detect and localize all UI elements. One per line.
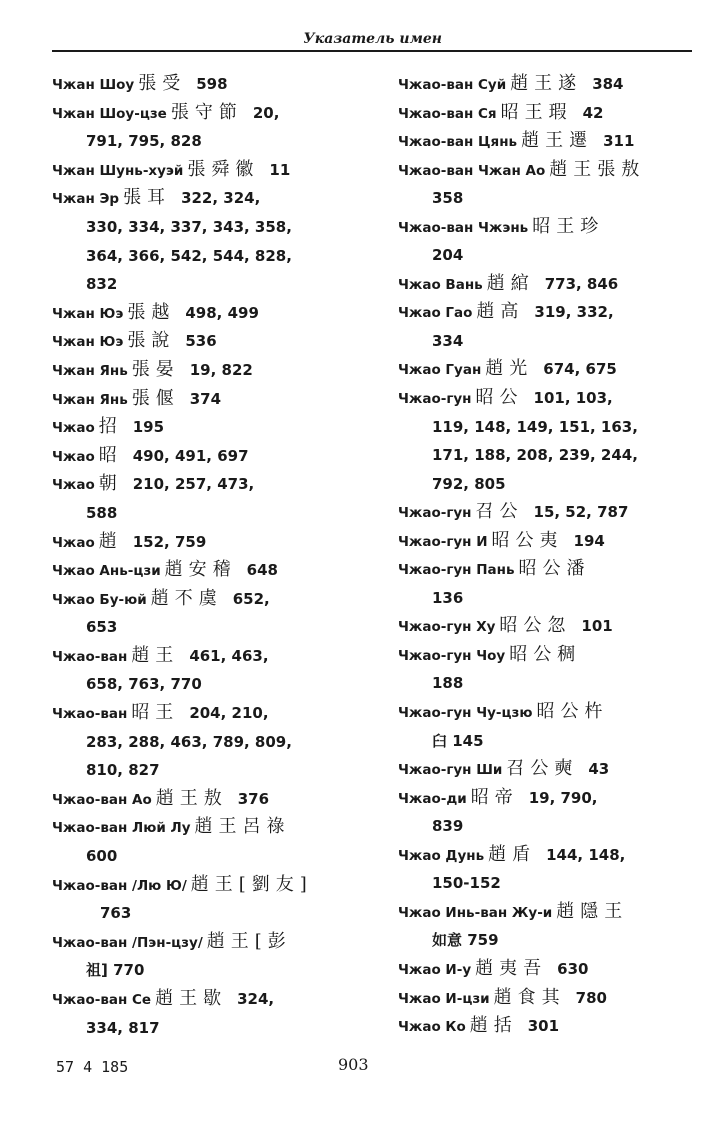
entry-pages: 374 — [189, 389, 222, 408]
entry-characters: 趙綰 — [486, 272, 535, 294]
index-entry — [52, 299, 352, 328]
entry-pages: 311 — [603, 132, 635, 151]
entry-name: Чжан Янь — [52, 391, 128, 408]
entry-characters: 朝 — [98, 473, 123, 495]
entry-name: Чжао-ди — [398, 790, 467, 807]
entry-pages: 101, 103, — [533, 389, 613, 408]
entry-pages: 376 — [237, 789, 270, 808]
entry-characters: 趙安稽 — [164, 559, 237, 581]
entry-name: Чжао — [52, 477, 95, 494]
entry-characters: 趙盾 — [488, 843, 537, 865]
entry-continuation: 119, 148, 149, 151, 163, — [432, 417, 638, 436]
entry-continuation: 136 — [432, 588, 464, 607]
entry-characters: 張越 — [127, 301, 176, 323]
entry-pages: 43 — [588, 760, 610, 779]
entry-continuation: 283, 288, 463, 789, 809, — [86, 732, 292, 751]
entry-pages: 194 — [573, 531, 605, 550]
index-entry — [52, 985, 352, 1014]
entry-characters: 昭公 — [475, 387, 524, 409]
entry-name: Чжан Шунь-хуэй — [52, 162, 184, 179]
entry-name: Чжао-ван Чжан Ао — [398, 162, 546, 179]
entry-continuation: 364, 366, 542, 544, 828, — [86, 246, 292, 265]
entry-name: Чжао-ван Ао — [52, 791, 152, 808]
entry-continuation: 600 — [86, 847, 118, 866]
index-entry — [398, 698, 698, 727]
index-entry — [398, 298, 698, 327]
entry-pages: 598 — [196, 75, 228, 93]
index-entry — [52, 585, 352, 614]
entry-pages: 210, 257, 473, — [132, 475, 255, 494]
entry-pages: 648 — [246, 561, 278, 580]
entry-characters: 張晏 — [131, 358, 180, 380]
index-entry — [52, 699, 352, 728]
entry-characters: 趙高 — [476, 301, 525, 323]
entry-characters: 昭公潘 — [518, 558, 591, 580]
entry-name: Чжао-ван — [52, 648, 128, 665]
entry-pages: 15, 52, 787 — [533, 503, 629, 522]
entry-continuation: 330, 334, 337, 343, 358, — [86, 217, 292, 236]
entry-pages: 461, 463, — [189, 646, 269, 665]
entry-name: Чжао И-у — [398, 961, 472, 978]
index-column-left — [52, 70, 352, 1042]
index-entry — [52, 871, 352, 900]
entry-name: Чжан Юэ — [52, 334, 124, 351]
entry-continuation: 臼 145 — [432, 731, 484, 750]
entry-name: Чжао Гуан — [398, 362, 482, 379]
index-entry — [398, 1012, 698, 1041]
entry-continuation: 832 — [86, 275, 118, 294]
entry-name: Чжао-ван Чжэнь — [398, 219, 529, 236]
entry-characters: 張耳 — [123, 187, 172, 209]
entry-name: Чжао-ван /Лю Ю/ — [52, 877, 187, 894]
header-title: Указатель имен — [303, 31, 442, 47]
entry-pages: 630 — [557, 959, 589, 978]
entry-characters: 昭王瑕 — [500, 101, 573, 123]
entry-continuation: 792, 805 — [432, 474, 506, 493]
entry-characters: 趙隱王 — [556, 900, 629, 922]
entry-name: Чжао Бу-юй — [52, 591, 147, 608]
index-entry — [398, 127, 698, 156]
entry-characters: 昭公杵 — [536, 701, 609, 723]
entry-name: Чжао-гун Чу-цзю — [398, 705, 533, 722]
index-entry — [52, 156, 352, 185]
entry-name: Чжао-гун Ши — [398, 762, 503, 779]
page-number: 903 — [338, 1055, 369, 1074]
entry-name: Чжао Дунь — [398, 847, 485, 864]
index-entry — [398, 898, 698, 927]
entry-name: Чжао-гун Чоу — [398, 647, 506, 664]
entry-pages: 301 — [527, 1017, 560, 1036]
index-entry — [52, 70, 352, 99]
entry-characters: 昭公夷 — [491, 529, 564, 551]
entry-name: Чжао — [52, 420, 95, 437]
entry-pages: 536 — [185, 332, 217, 351]
entry-name: Чжао-ван Се — [52, 992, 152, 1008]
entry-pages: 773, 846 — [544, 274, 619, 293]
index-entry — [52, 99, 352, 128]
entry-name: Чжао-ван — [52, 706, 128, 723]
entry-name: Чжан Шоу-цзе — [52, 105, 167, 122]
entry-name: Чжао-гун И — [398, 533, 488, 550]
entry-name: Чжао-ван Суй — [398, 77, 507, 93]
entry-characters: 張舜徽 — [187, 158, 260, 180]
entry-name: Чжао-ван Цянь — [398, 134, 518, 151]
index-entry — [52, 442, 352, 471]
entry-name: Чжао-гун — [398, 505, 472, 522]
index-entry — [398, 784, 698, 813]
index-entry — [398, 384, 698, 413]
entry-characters: 昭 — [98, 444, 123, 466]
entry-continuation: 653 — [86, 618, 118, 637]
entry-name: Чжао-гун Пань — [398, 562, 515, 579]
index-entry — [52, 470, 352, 499]
index-entry — [398, 641, 698, 670]
entry-continuation: 658, 763, 770 — [86, 675, 202, 694]
index-entry — [398, 99, 698, 128]
entry-pages: 20, — [252, 103, 280, 122]
entry-name: Чжао Ко — [398, 1019, 466, 1036]
entry-name: Чжао-ван Люй Лу — [52, 820, 191, 837]
entry-pages: 195 — [132, 418, 165, 437]
entry-continuation: 334, 817 — [86, 1018, 160, 1037]
entry-name: Чжао — [52, 448, 95, 465]
index-entry — [398, 355, 698, 384]
entry-characters: 趙括 — [469, 1015, 518, 1037]
entry-continuation: 791, 795, 828 — [86, 132, 202, 151]
index-entry — [398, 70, 698, 99]
entry-pages: 490, 491, 697 — [132, 446, 249, 465]
entry-characters: 趙王張敖 — [549, 158, 646, 180]
entry-pages: 204, 210, — [189, 704, 269, 723]
entry-characters: 趙王遷 — [521, 130, 594, 152]
entry-name: Чжао Вань — [398, 276, 483, 293]
entry-characters: 趙王遂 — [510, 73, 583, 94]
entry-characters: 昭王珍 — [532, 215, 605, 237]
index-entry — [52, 556, 352, 585]
entry-continuation: 334 — [432, 331, 464, 350]
entry-characters: 張守節 — [170, 101, 243, 123]
printer-code: 57 4 185 — [56, 1058, 129, 1076]
entry-name: Чжао Ань-цзи — [52, 563, 161, 580]
entry-pages: 674, 675 — [543, 360, 617, 379]
entry-pages: 384 — [592, 75, 624, 93]
index-entry — [52, 385, 352, 414]
entry-continuation: 358 — [432, 189, 464, 208]
entry-name: Чжао-ван Ся — [398, 105, 497, 122]
entry-characters: 張受 — [138, 73, 187, 94]
index-entry — [52, 327, 352, 356]
index-entry — [398, 555, 698, 584]
entry-pages: 498, 499 — [185, 303, 259, 322]
entry-pages: 324, — [237, 990, 275, 1008]
entry-continuation: 810, 827 — [86, 761, 160, 780]
entry-characters: 趙光 — [485, 358, 534, 380]
entry-characters: 張偃 — [131, 387, 180, 409]
entry-continuation: 839 — [432, 817, 464, 836]
entry-characters: 趙王[劉友] — [190, 873, 313, 895]
entry-name: Чжао — [52, 534, 95, 551]
entry-continuation: 588 — [86, 503, 118, 522]
entry-pages: 144, 148, — [546, 845, 626, 864]
entry-characters: 昭帝 — [470, 786, 519, 808]
entry-continuation: 如意 759 — [432, 931, 499, 950]
entry-pages: 19, 790, — [528, 788, 598, 807]
entry-characters: 趙王敖 — [155, 787, 228, 809]
entry-continuation: 171, 188, 208, 239, 244, — [432, 446, 638, 465]
entry-characters: 趙不虞 — [150, 587, 223, 609]
entry-characters: 趙 — [98, 530, 123, 552]
entry-continuation: 204 — [432, 246, 464, 265]
index-entry — [398, 527, 698, 556]
entry-pages: 152, 759 — [132, 532, 207, 551]
index-column-right — [398, 70, 698, 1041]
entry-name: Чжао И-цзи — [398, 990, 490, 1007]
entry-characters: 趙夷吾 — [475, 957, 548, 979]
index-entry — [398, 270, 698, 299]
entry-continuation: 祖] 770 — [86, 961, 145, 980]
entry-pages: 319, 332, — [534, 303, 614, 322]
entry-pages: 652, — [232, 589, 270, 608]
index-entry — [52, 356, 352, 385]
entry-name: Чжан Эр — [52, 191, 120, 208]
entry-name: Чжан Юэ — [52, 305, 124, 322]
entry-pages: 11 — [269, 160, 291, 179]
entry-characters: 召公 — [475, 501, 524, 523]
index-entry — [52, 785, 352, 814]
index-entry — [52, 413, 352, 442]
entry-name: Чжао-гун — [398, 391, 472, 408]
index-entry — [52, 642, 352, 671]
entry-continuation: 188 — [432, 674, 464, 693]
index-entry — [52, 928, 352, 957]
entry-characters: 昭公稠 — [509, 643, 582, 665]
index-entry — [52, 184, 352, 213]
entry-characters: 趙王歇 — [155, 988, 228, 1009]
entry-name: Чжао Инь-ван Жу-и — [398, 904, 553, 921]
index-entry — [398, 156, 698, 185]
index-entry — [398, 213, 698, 242]
index-entry — [398, 955, 698, 984]
entry-characters: 趙王呂祿 — [194, 816, 291, 838]
entry-characters: 召公奭 — [506, 758, 579, 780]
entry-pages: 322, 324, — [181, 189, 261, 208]
entry-characters: 趙食其 — [493, 986, 566, 1008]
index-entry — [398, 498, 698, 527]
entry-characters: 趙王[彭 — [206, 930, 292, 952]
index-entry — [52, 813, 352, 842]
running-header — [52, 30, 692, 52]
entry-name: Чжао-ван /Пэн-цзу/ — [52, 934, 203, 951]
entry-name: Чжао-гун Ху — [398, 619, 496, 636]
entry-pages: 19, 822 — [189, 360, 253, 379]
entry-characters: 招 — [98, 416, 123, 438]
entry-characters: 趙王 — [131, 644, 180, 666]
entry-name: Чжан Шоу — [52, 77, 135, 93]
index-entry — [398, 984, 698, 1013]
entry-pages: 780 — [575, 988, 607, 1007]
index-entry — [52, 528, 352, 557]
entry-pages: 42 — [582, 103, 604, 122]
entry-continuation: 150-152 — [432, 874, 501, 893]
entry-characters: 昭王 — [131, 702, 180, 724]
entry-continuation: 763 — [100, 904, 132, 923]
index-entry — [398, 612, 698, 641]
entry-pages: 101 — [581, 617, 613, 636]
entry-name: Чжао Гао — [398, 305, 473, 322]
index-entry — [398, 841, 698, 870]
index-entry — [398, 755, 698, 784]
entry-name: Чжан Янь — [52, 362, 128, 379]
entry-characters: 昭公忽 — [499, 615, 572, 637]
entry-characters: 張說 — [127, 330, 176, 352]
